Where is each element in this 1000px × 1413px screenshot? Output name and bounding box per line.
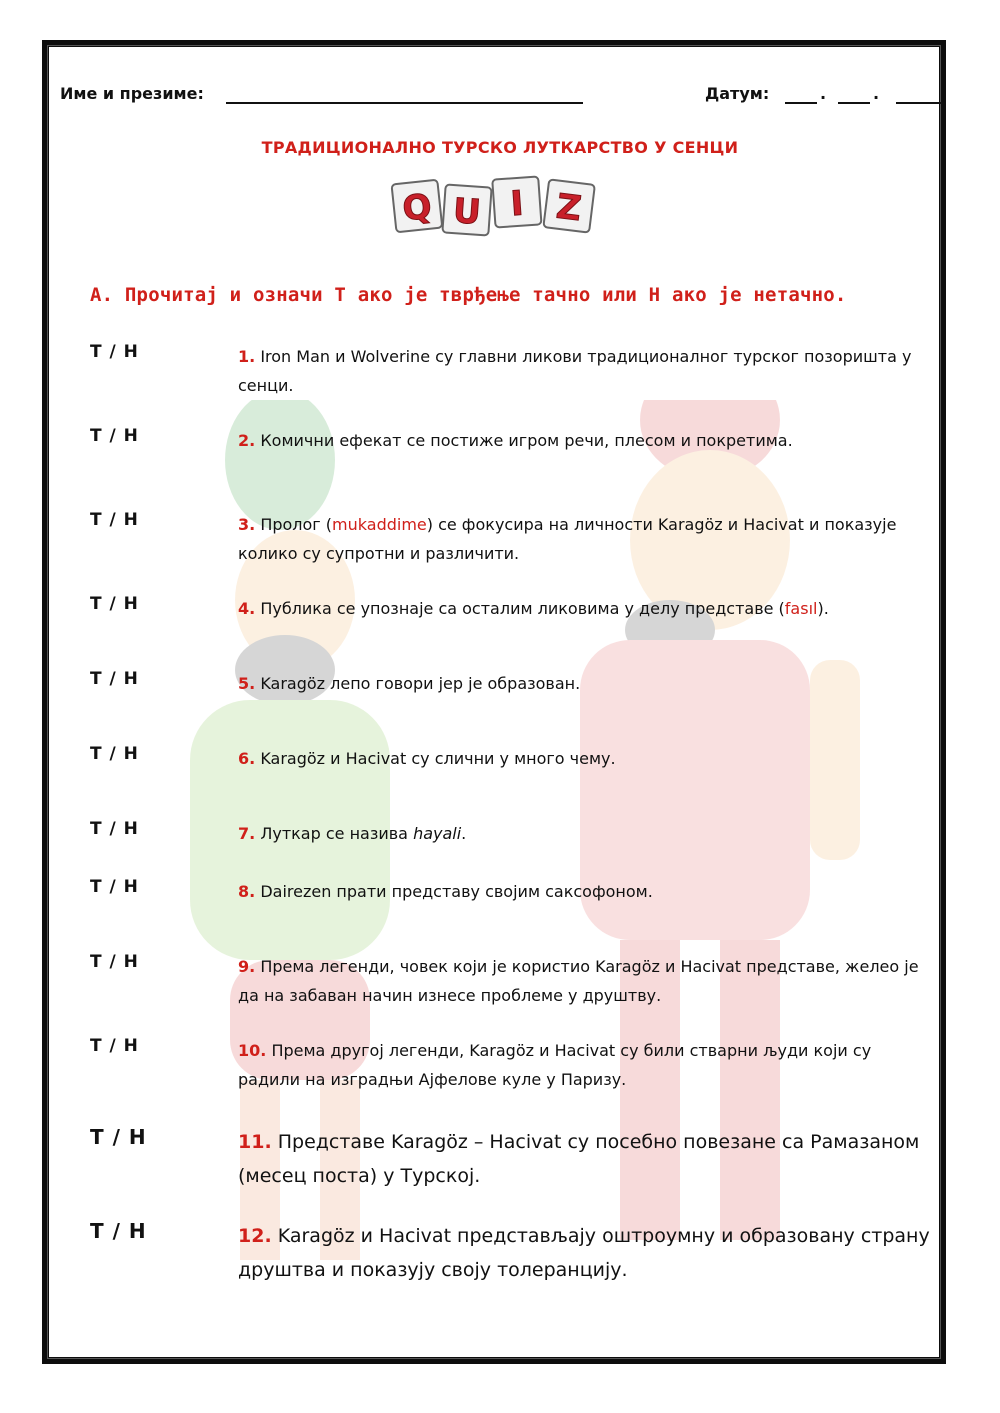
- question-number: 7.: [238, 824, 256, 843]
- quiz-letter-z: Z: [554, 186, 584, 230]
- date-separator: .: [873, 84, 880, 103]
- question-text: [238, 1036, 938, 1094]
- question-text: [238, 342, 938, 400]
- question-text: [238, 744, 938, 773]
- date-day-field[interactable]: [785, 102, 817, 104]
- date-label: Датум:: [705, 84, 770, 103]
- question-number: 8.: [238, 882, 256, 901]
- quiz-tile-i: [492, 176, 541, 227]
- true-false-choice[interactable]: Т / Н: [90, 510, 139, 530]
- true-false-choice[interactable]: Т / Н: [90, 426, 139, 446]
- true-false-choice[interactable]: Т / Н: [90, 1125, 147, 1149]
- question-text: [238, 510, 938, 568]
- header-row: [60, 84, 944, 108]
- true-false-choice[interactable]: Т / Н: [90, 1036, 139, 1056]
- quiz-letter-u: U: [451, 191, 483, 233]
- question-text: [238, 669, 938, 698]
- question-number: 2.: [238, 431, 256, 450]
- question-text: [238, 1219, 938, 1287]
- question-body: Karagöz и Hacivat су слични у много чему.: [260, 749, 616, 768]
- question-number: 1.: [238, 347, 256, 366]
- date-separator: .: [820, 84, 827, 103]
- question-text: [238, 952, 938, 1010]
- quiz-tile-q: [392, 180, 443, 233]
- true-false-choice[interactable]: Т / Н: [90, 342, 139, 362]
- question-text: [238, 819, 938, 848]
- question-body-start: Пролог (: [260, 515, 333, 534]
- question-body: Iron Man и Wolverine су главни ликови традиционалног турског позоришта у сенци.: [238, 347, 912, 395]
- question-text: [238, 594, 938, 623]
- question-term: hayali: [413, 824, 462, 843]
- question-body-start: Публика се упознаје са осталим ликовима у делу представе (: [260, 599, 785, 618]
- question-body: Према легенди, човек који је користио Karagöz и Hacivat представе, желео је да на забаван начин изнесе проблеме у друштву.: [238, 957, 919, 1005]
- question-number: 12.: [238, 1225, 272, 1247]
- quiz-logo: [390, 174, 600, 240]
- question-number: 9.: [238, 957, 256, 976]
- true-false-choice[interactable]: Т / Н: [90, 744, 139, 764]
- question-text: [238, 426, 938, 455]
- question-body-start: Луткар се назива: [260, 824, 414, 843]
- quiz-tile-u: [442, 184, 491, 235]
- true-false-choice[interactable]: Т / Н: [90, 1219, 147, 1243]
- question-text: [238, 1125, 938, 1193]
- question-body-end: .: [461, 824, 467, 843]
- true-false-choice[interactable]: Т / Н: [90, 952, 139, 972]
- true-false-choice[interactable]: Т / Н: [90, 594, 139, 614]
- question-number: 10.: [238, 1041, 267, 1060]
- name-label: Име и презиме:: [60, 84, 204, 103]
- question-body-end: ) се фокусира на личности Karagöz и Hacivat и показује колико су супротни и различити.: [238, 515, 897, 563]
- quiz-letter-i: I: [509, 183, 525, 225]
- true-false-choice[interactable]: Т / Н: [90, 819, 139, 839]
- question-body: Karagöz лепо говори јер је образован.: [260, 674, 581, 693]
- question-number: 5.: [238, 674, 256, 693]
- quiz-tile-z: [543, 179, 595, 232]
- question-number: 4.: [238, 599, 256, 618]
- question-number: 3.: [238, 515, 256, 534]
- true-false-choice[interactable]: Т / Н: [90, 669, 139, 689]
- question-text: [238, 877, 938, 906]
- true-false-choice[interactable]: Т / Н: [90, 877, 139, 897]
- name-field[interactable]: [226, 102, 583, 104]
- question-body: Представе Karagöz – Hacivat су посебно повезане са Рамазаном (месец поста) у Турској.: [238, 1131, 920, 1187]
- question-body: Комични ефекат се постиже игром речи, плесом и покретима.: [260, 431, 793, 450]
- question-body-end: ).: [817, 599, 829, 618]
- question-number: 11.: [238, 1131, 272, 1153]
- question-body: Dairezen прати представу својим саксофоном.: [260, 882, 653, 901]
- question-body: Према другој легенди, Karagöz и Hacivat су били стварни људи који су радили на изградњи Ајфелове куле у Паризу.: [238, 1041, 872, 1089]
- date-year-field[interactable]: [896, 102, 942, 104]
- section-heading: A. Прочитај и означи Т ако је тврђење тачно или Н ако је нетачно.: [90, 284, 847, 306]
- page-title: ТРАДИЦИОНАЛНО ТУРСКО ЛУТКАРСТВО У СЕНЦИ: [261, 138, 739, 157]
- question-term: fasıl: [784, 599, 818, 618]
- question-number: 6.: [238, 749, 256, 768]
- quiz-letter-q: Q: [400, 186, 434, 230]
- date-month-field[interactable]: [838, 102, 870, 104]
- question-term: mukaddime: [332, 515, 427, 534]
- question-body: Karagöz и Hacivat представљају оштроумну и образовану страну друштва и показују своју толеранцију.: [238, 1225, 930, 1281]
